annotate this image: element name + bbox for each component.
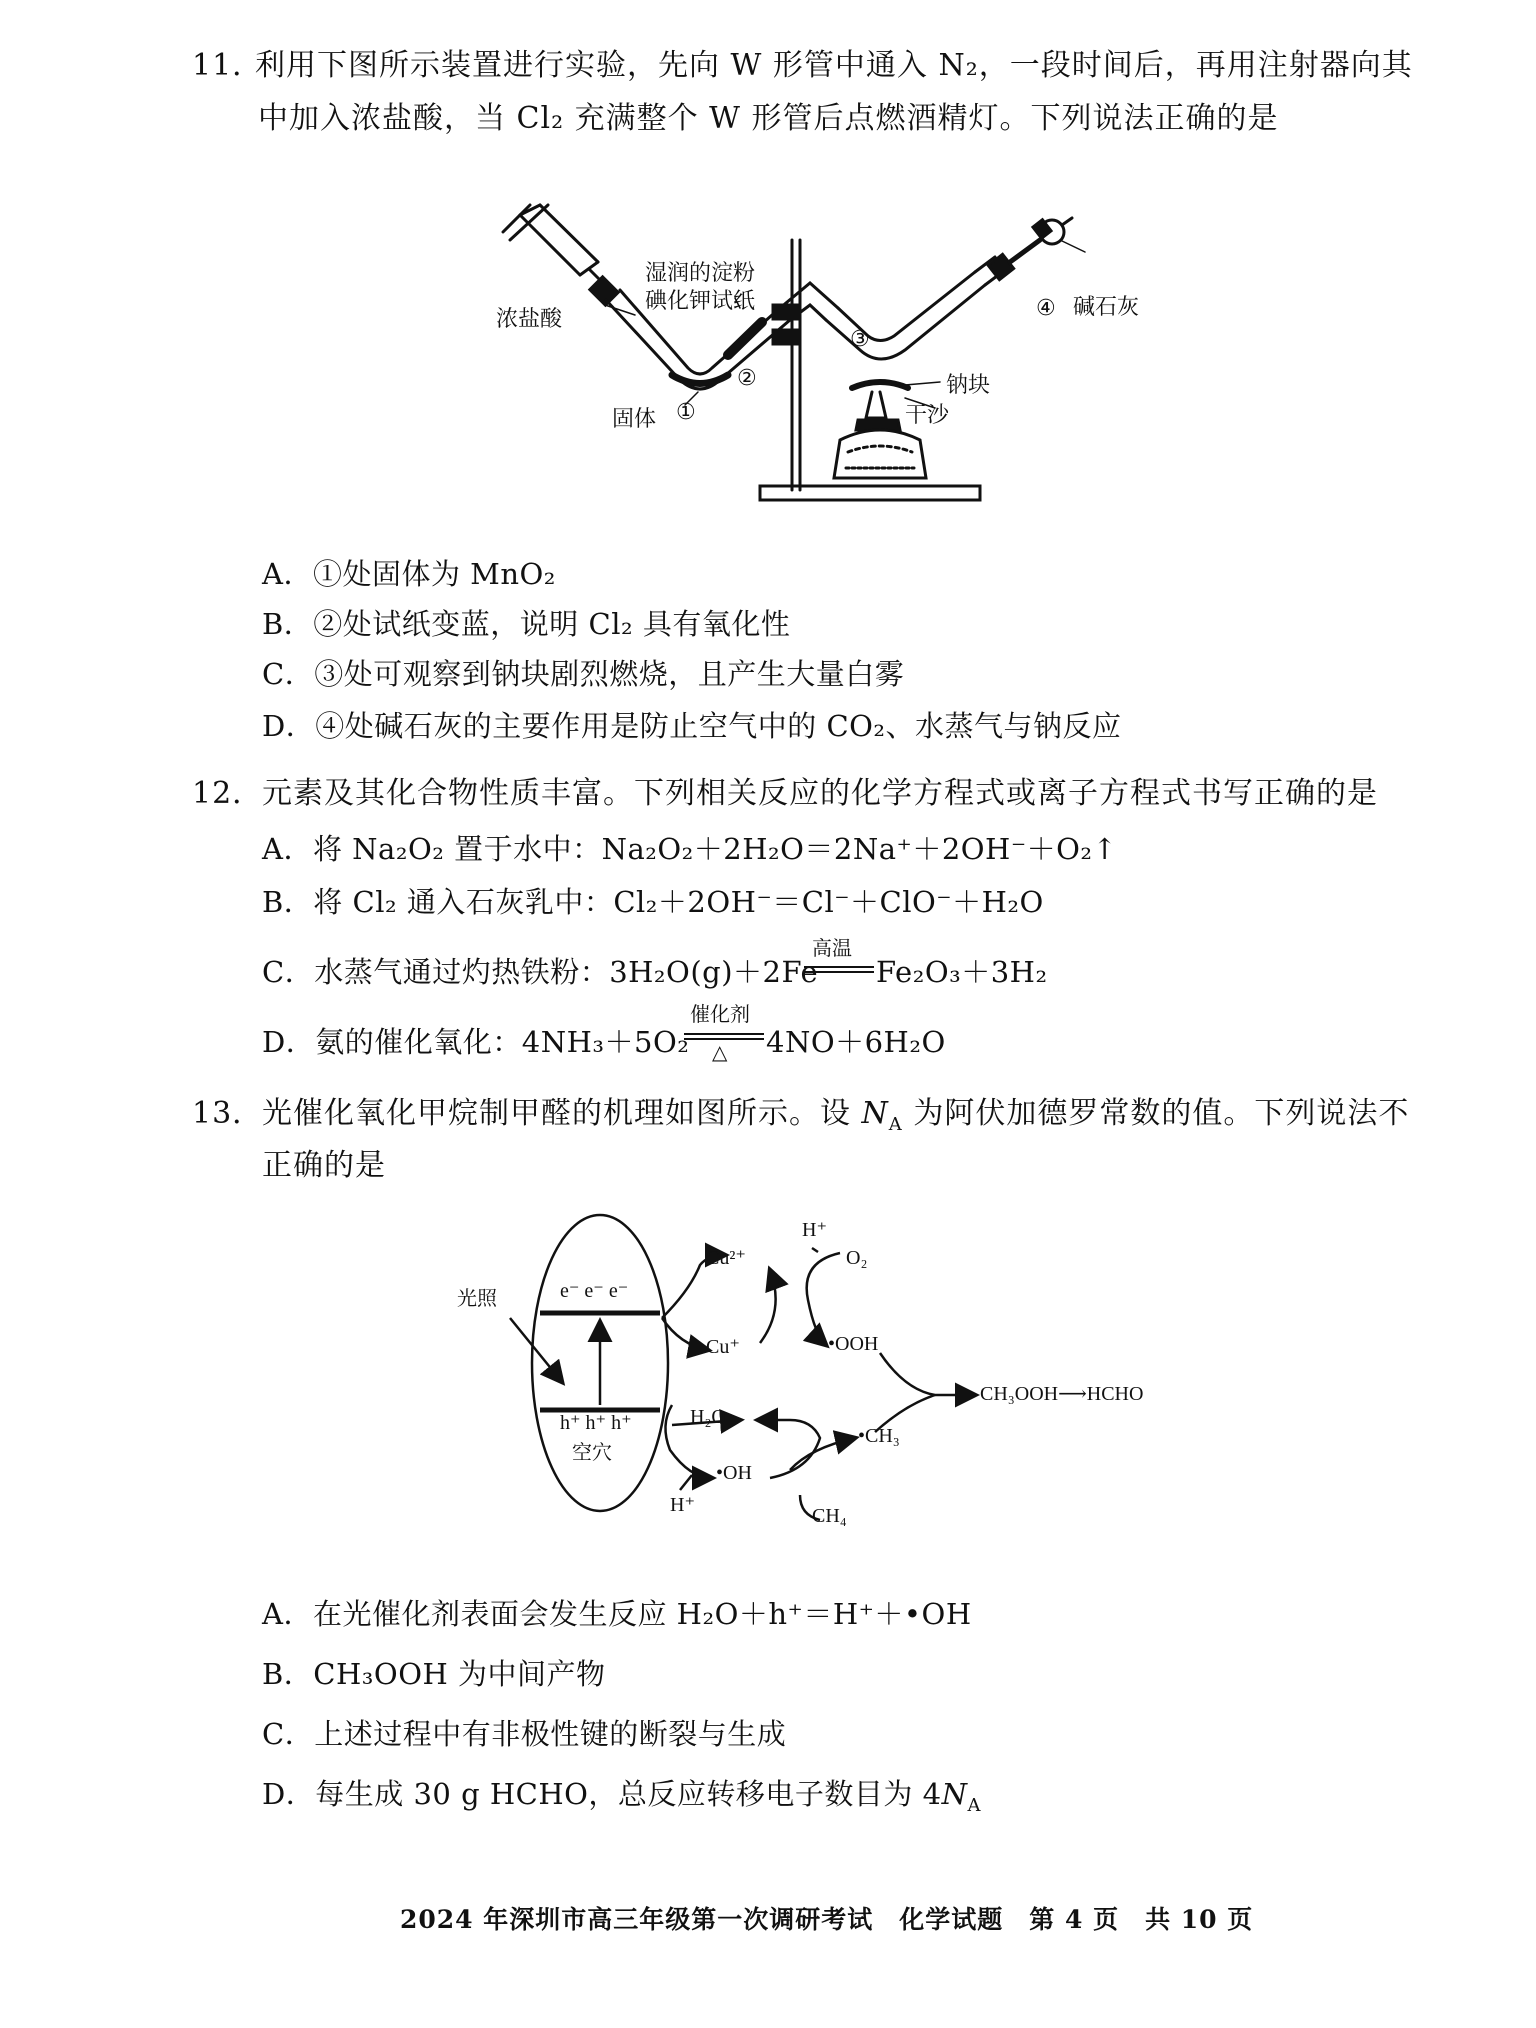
- label-test-paper-2: 碘化钾试纸: [645, 289, 756, 314]
- q13-stem-text-a: 光催化氧化甲烷制甲醛的机理如图所示。设: [262, 1096, 862, 1131]
- q11-option-a: A．①处固体为 MnO₂: [262, 557, 556, 591]
- label-h-plus-top: H⁺: [802, 1219, 827, 1241]
- mark-4: ④: [1036, 296, 1056, 321]
- label-light: 光照: [457, 1286, 497, 1310]
- q13-stem-line2: 正确的是: [262, 1148, 386, 1183]
- label-sodium: 钠块: [946, 373, 991, 398]
- q12-option-a: A．将 Na₂O₂ 置于水中：Na₂O₂＋2H₂O＝2Na⁺＋2OH⁻＋O₂↑: [262, 832, 1118, 866]
- q13-stem-text-b: 为阿伏加德罗常数的值。下列说法不: [902, 1096, 1410, 1131]
- label-oh: •OH: [716, 1462, 752, 1484]
- label-ch3: •CH₃: [858, 1425, 900, 1447]
- q13-number: 13．: [192, 1096, 264, 1131]
- q13-option-c: C．上述过程中有非极性键的断裂与生成: [262, 1717, 787, 1751]
- label-electrons: e⁻ e⁻ e⁻: [560, 1280, 629, 1302]
- q11-option-b: B．②处试纸变蓝，说明 Cl₂ 具有氧化性: [262, 607, 791, 641]
- label-product: CH₃OOH⟶HCHO: [980, 1383, 1144, 1405]
- q11-number: 11．: [192, 48, 264, 83]
- label-solid: 固体: [612, 407, 657, 432]
- q12-number: 12．: [192, 776, 264, 811]
- mark-3: ③: [850, 327, 870, 352]
- label-ooh: •OOH: [828, 1333, 879, 1355]
- label-conc-hcl: 浓盐酸: [496, 307, 563, 332]
- q12-option-d-condition-bottom: △: [712, 1040, 728, 1064]
- avogadro-subscript: A: [888, 1114, 903, 1135]
- q12-option-c-right: Fe₂O₃＋3H₂: [876, 955, 1048, 989]
- q12-option-c-left: C．水蒸气通过灼热铁粉：3H₂O(g)＋2Fe: [262, 955, 819, 989]
- q12-stem: 元素及其化合物性质丰富。下列相关反应的化学方程式或离子方程式书写正确的是: [262, 776, 1378, 811]
- q13-option-d: [262, 1772, 981, 1816]
- label-o2: O₂: [846, 1247, 868, 1269]
- q12-option-d-left: D．氨的催化氧化：4NH₃＋5O₂: [262, 1025, 690, 1059]
- label-holes: h⁺ h⁺ h⁺: [560, 1412, 632, 1434]
- label-h-plus-bottom: H⁺: [670, 1494, 695, 1516]
- option-d-avogadro-symbol: N: [941, 1777, 968, 1811]
- q12-option-d-right: 4NO＋6H₂O: [766, 1025, 946, 1059]
- label-ch4: CH₄: [812, 1505, 847, 1527]
- q12-option-b: B．将 Cl₂ 通入石灰乳中：Cl₂＋2OH⁻＝Cl⁻＋ClO⁻＋H₂O: [262, 885, 1044, 919]
- label-h2o: H₂O: [690, 1406, 726, 1428]
- label-soda-lime: 碱石灰: [1073, 295, 1140, 320]
- label-dry-sand: 干沙: [905, 403, 950, 428]
- mark-2: ②: [737, 366, 757, 391]
- label-cu1: Cu⁺: [706, 1336, 740, 1358]
- label-cu2: Cu²⁺: [706, 1247, 746, 1269]
- label-hole-text: 空穴: [572, 1440, 612, 1464]
- q11-option-c: C．③处可观察到钠块剧烈燃烧，且产生大量白雾: [262, 657, 905, 691]
- mark-1: ①: [676, 400, 696, 425]
- q13-option-a: A．在光催化剂表面会发生反应 H₂O＋h⁺＝H⁺＋•OH: [262, 1597, 972, 1631]
- avogadro-symbol: N: [861, 1096, 889, 1131]
- label-test-paper-1: 湿润的淀粉: [645, 261, 756, 286]
- q13-option-d-text: D．每生成 30 g HCHO，总反应转移电子数目为 4: [262, 1777, 942, 1811]
- page-footer: 2024 年深圳市高三年级第一次调研考试 化学试题 第 4 页 共 10 页: [400, 1905, 1254, 1934]
- q11-option-d: D．④处碱石灰的主要作用是防止空气中的 CO₂、水蒸气与钠反应: [262, 709, 1122, 743]
- q13-option-b: B．CH₃OOH 为中间产物: [262, 1657, 606, 1691]
- option-d-avogadro-subscript: A: [967, 1794, 981, 1816]
- q12-option-c-condition: 高温: [812, 936, 852, 960]
- q12-option-d-condition-top: 催化剂: [690, 1002, 750, 1026]
- q11-stem-line1: 利用下图所示装置进行实验，先向 W 形管中通入 N₂，一段时间后，再用注射器向其: [255, 48, 1413, 83]
- q11-stem-line2: 中加入浓盐酸，当 Cl₂ 充满整个 W 形管后点燃酒精灯。下列说法正确的是: [258, 101, 1279, 136]
